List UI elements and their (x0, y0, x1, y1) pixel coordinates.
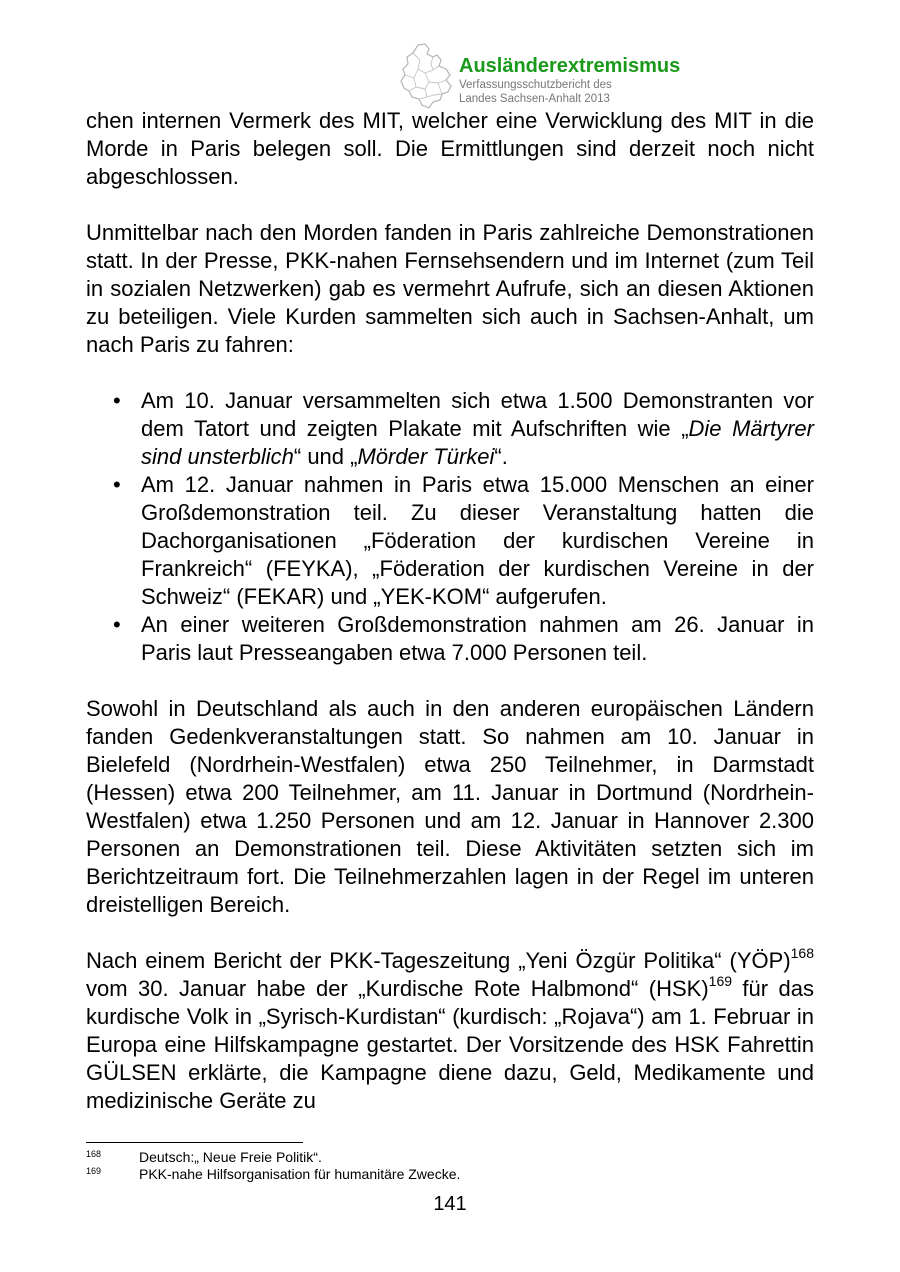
main-text (86, 107, 814, 1115)
saxony-anhalt-map-icon (398, 42, 456, 110)
paragraph-3: Sowohl in Deutschland als auch in den anderen europäischen Ländern fanden Gedenkveranstaltungen statt. So nahmen am 10. Januar in Bielefeld (Nordrhein-Westfalen) etwa 250 Teilnehmer, in Darmstadt (Hessen) etwa 200 Teilnehmer, am 11. Januar in Dortmund (Nordrhein-Westfalen) etwa 1.250 Personen und am 12. Januar in Hannover 2.300 Personen an Demonstrationen teil. Diese Aktivitäten setzten sich im Berichtzeitraum fort. Die Teilnehmerzahlen lagen in der Regel im unteren dreistelligen Bereich. (86, 696, 814, 917)
footnote-divider (86, 1142, 303, 1143)
footnote-text: Deutsch:„ Neue Freie Politik“. (139, 1149, 322, 1165)
paragraph-2: Unmittelbar nach den Morden fanden in Paris zahlreiche Demonstrationen statt. In der Presse, PKK-nahen Fernsehsendern und im Internet (zum Teil in sozialen Netzwerken) gab es vermehrt Aufrufe, sich an diesen Aktionen zu beteiligen. Viele Kurden sammelten sich auch in Sachsen-Anhalt, um nach Paris zu fahren: (86, 220, 814, 357)
page-number: 141 (433, 1193, 467, 1215)
paragraph-4: Nach einem Bericht der PKK-Tageszeitung „Yeni Özgür Politika“ (YÖP)$^{168}$ vom 30. Januar habe der „Kurdische Rote Halbmond“ (HSK)$^{169}$ für das kurdische Volk in „Syrisch-Kurdistan“ (kurdisch: „Rojava“) am 1. Februar in Europa eine Hilfskampagne gestartet. Der Vorsitzende des HSK Fahrettin GÜLSEN erklärte, die Kampagne diene dazu, Geld, Medikamente und medizinische Geräte zu (86, 945, 815, 1113)
footnotes (86, 1149, 786, 1183)
footnote-number: 168 (86, 1149, 102, 1159)
paragraph-1: chen internen Vermerk des MIT, welcher eine Verwicklung des MIT in die Morde in Paris belegen soll. Die Ermittlungen sind derzeit noch nicht abgeschlossen. (86, 108, 814, 189)
header-subtitle-line1: Verfassungsschutzbericht des (459, 79, 612, 91)
footnote-text: PKK-nahe Hilfsorganisation für humanitäre Zwecke. (139, 1166, 461, 1182)
bullet-item-3: • An einer weiteren Großdemonstration nahmen am 26. Januar in Paris laut Presseangaben etwa 7.000 Personen teil. (86, 611, 814, 667)
footnote-number: 169 (86, 1166, 102, 1176)
footnote-169 (86, 1166, 786, 1183)
bullet-list (86, 387, 814, 667)
page-header (398, 42, 758, 112)
footnote-ref-169: 169 (708, 973, 733, 989)
bullet-item-2: • Am 12. Januar nahmen in Paris etwa 15.000 Menschen an einer Großdemonstration teil. Zu dieser Veranstaltung hatten die Dachorganisationen „Föderation der kurdischen Vereine in Frankreich“ (FEYKA), „Föderation der kurdischen Vereine in der Schweiz“ (FEKAR) und „YEK-KOM“ aufgerufen. (86, 471, 814, 611)
header-title: Ausländerextremismus (459, 55, 681, 77)
footnote-168 (86, 1149, 786, 1166)
header-subtitle-line2: Landes Sachsen-Anhalt 2013 (459, 93, 610, 105)
footnote-ref-168: 168 (790, 945, 814, 961)
bullet-item-1: • Am 10. Januar versammelten sich etwa 1.500 Demonstranten vor dem Tatort und zeigten Plakate mit Aufschriften wie „Die Märtyrer sind unsterblich“ und „Mörder Türkei“. (86, 387, 814, 471)
